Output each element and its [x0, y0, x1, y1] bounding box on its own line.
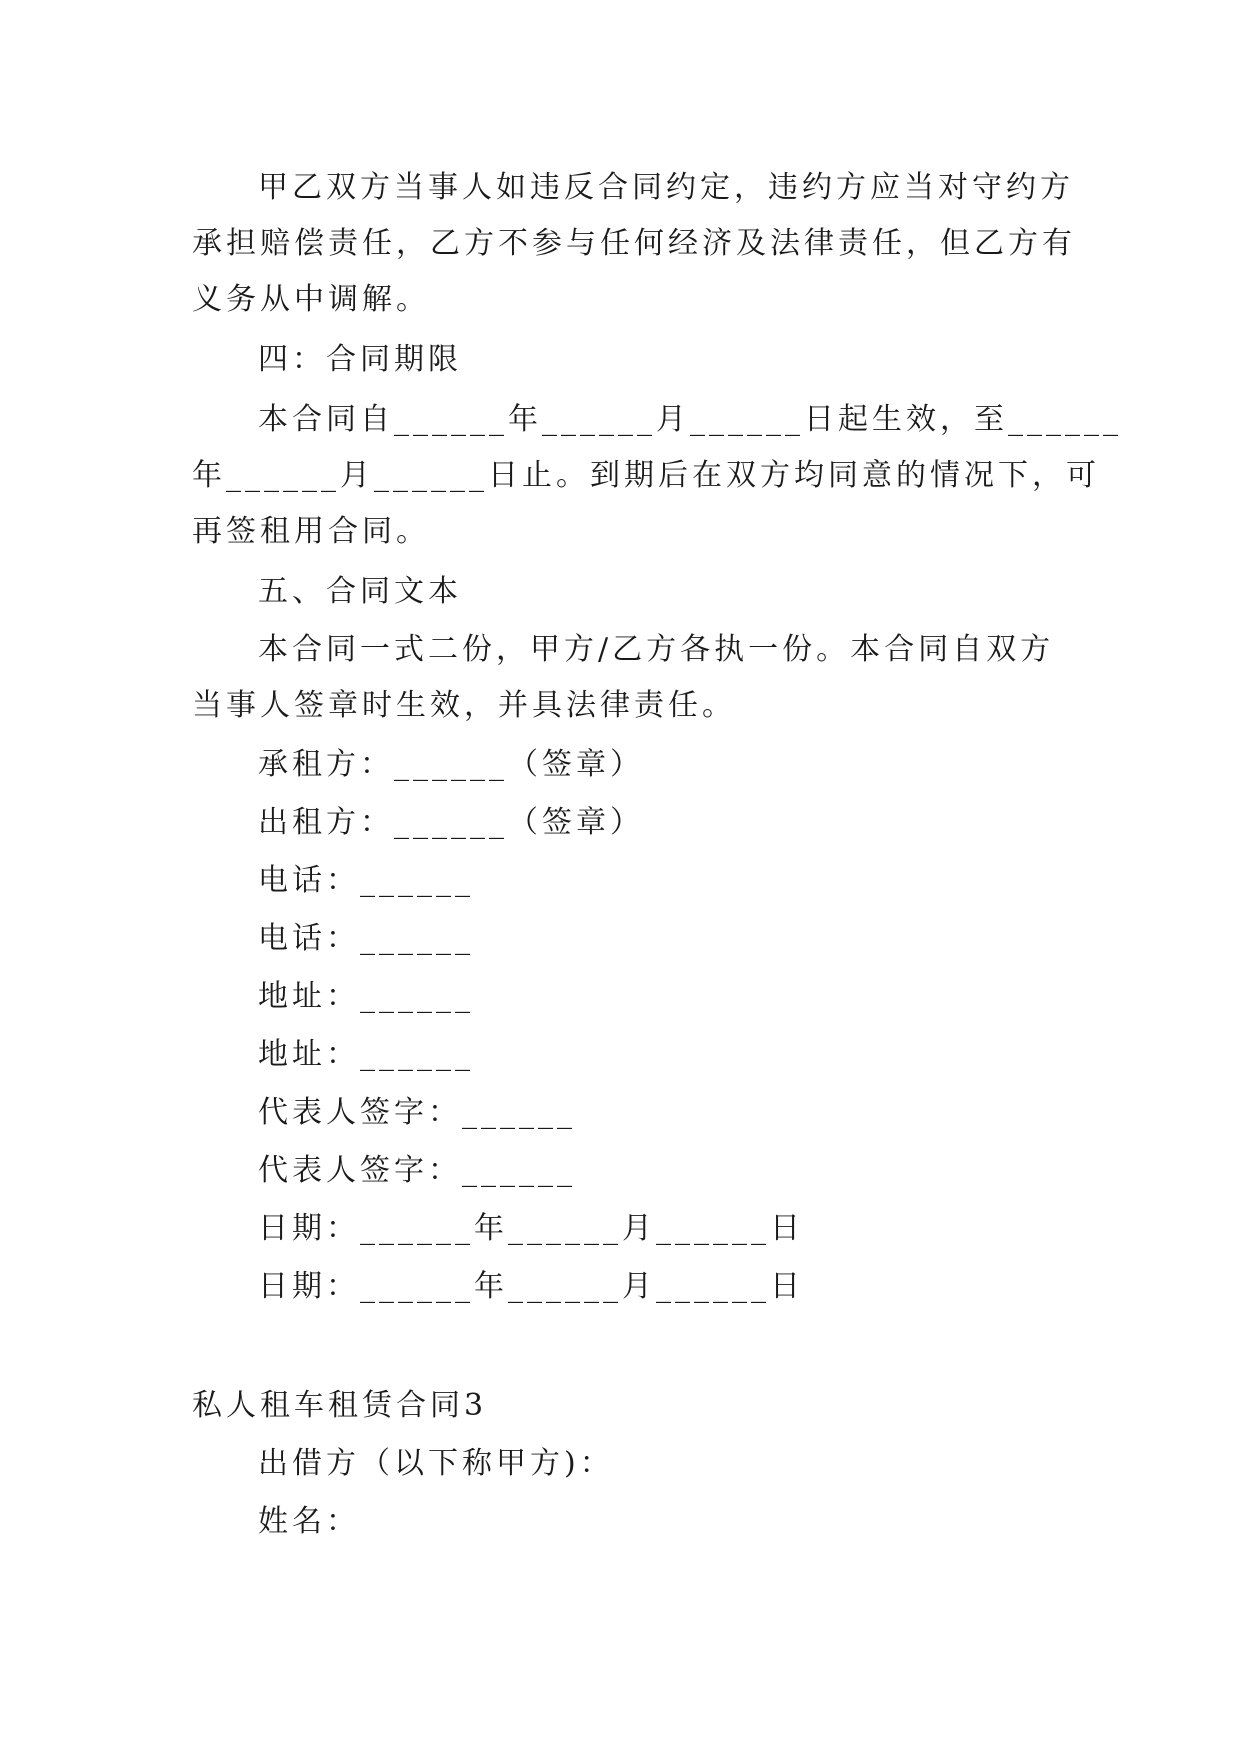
- contract-3-title: 私人租车租赁合同3: [192, 1388, 488, 1423]
- section-heading-text: 五、合同文本: [258, 574, 462, 609]
- paragraph-breach-line-1: 甲乙双方当事人如违反合同约定，违约方应当对守约方: [258, 170, 1074, 205]
- paragraph-term-line-3: 再签租用合同。: [192, 514, 430, 549]
- section-heading-term: 四：合同期限: [258, 342, 462, 377]
- paragraph-term-line-1: 本合同自______年______月______日起生效，至______: [258, 402, 1122, 437]
- paragraph-text-line-2: 当事人签章时生效，并具法律责任。: [192, 688, 736, 723]
- phone-line-1: 电话：______: [258, 863, 474, 898]
- name-line: 姓名：: [258, 1504, 360, 1539]
- paragraph-breach-line-2: 承担赔偿责任，乙方不参与任何经济及法律责任，但乙方有: [192, 226, 1076, 261]
- date-line-1: 日期：______年______月______日: [258, 1211, 804, 1246]
- lessee-signature-line: 承租方：______（签章）: [258, 747, 644, 782]
- paragraph-breach-line-3: 义务从中调解。: [192, 282, 430, 317]
- representative-signature-line-1: 代表人签字：______: [258, 1095, 576, 1130]
- lender-party-line: 出借方（以下称甲方)：: [258, 1446, 614, 1481]
- phone-line-2: 电话：______: [258, 921, 474, 956]
- paragraph-text-line-1: 本合同一式二份，甲方/乙方各执一份。本合同自双方: [258, 632, 1055, 667]
- address-line-2: 地址：______: [258, 1037, 474, 1072]
- date-line-2: 日期：______年______月______日: [258, 1269, 804, 1304]
- address-line-1: 地址：______: [258, 979, 474, 1014]
- representative-signature-line-2: 代表人签字：______: [258, 1153, 576, 1188]
- paragraph-term-line-2: 年______月______日止。到期后在双方均同意的情况下，可: [192, 458, 1100, 493]
- lessor-signature-line: 出租方：______（签章）: [258, 805, 644, 840]
